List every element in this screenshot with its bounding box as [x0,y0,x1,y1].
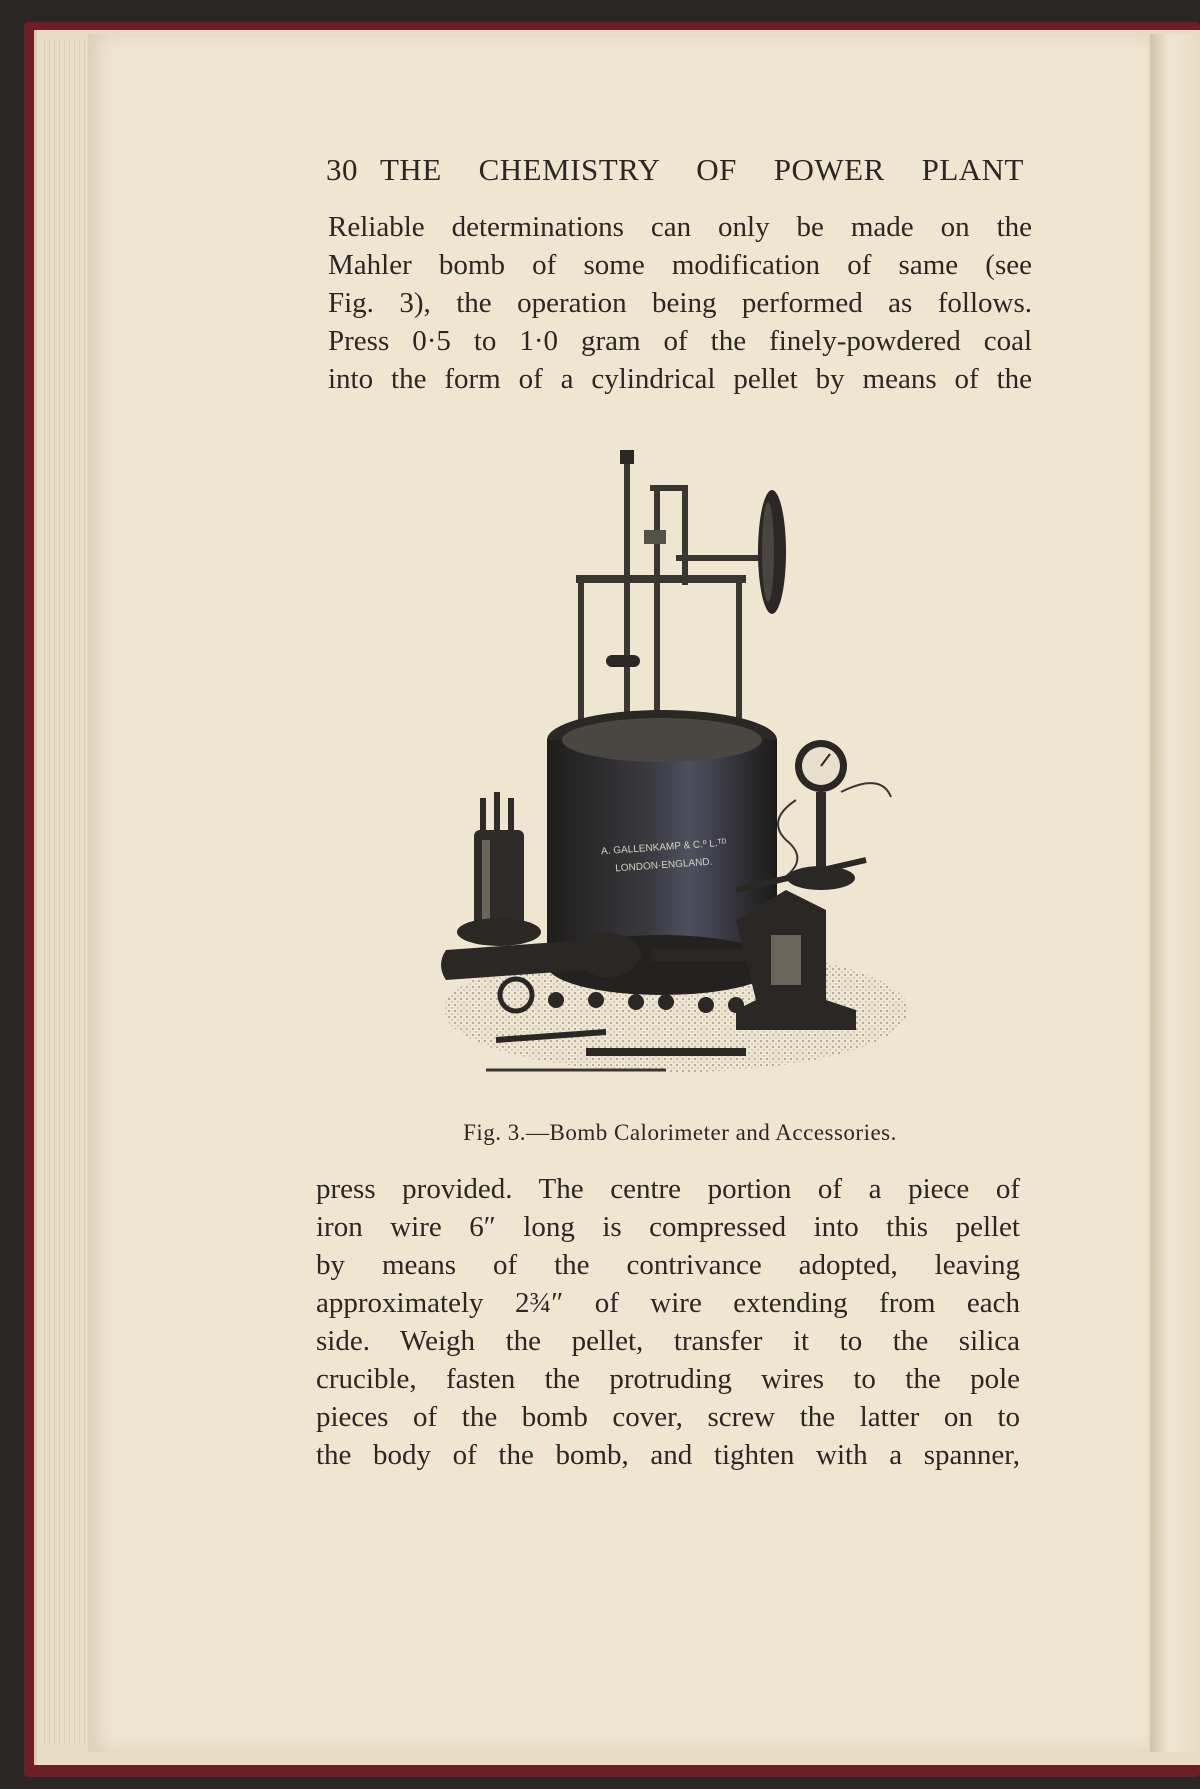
text-line: the body of the bomb, and tighten with a spanner, [316,1439,1020,1471]
running-head-title: THE CHEMISTRY OF POWER PLANT [380,152,1024,187]
text-line: approximately 2¾″ of wire extending from each [316,1287,1020,1319]
text-line: crucible, fasten the protruding wires to the pole [316,1363,1020,1395]
text-line: Fig. 3), the operation being performed as follows. [328,287,1032,319]
text-line: press provided. The centre portion of a piece of [316,1173,1020,1205]
text-line: Mahler bomb of some modification of same (see [328,249,1032,281]
text-line: Press 0·5 to 1·0 gram of the finely-powdered coal [328,325,1032,357]
page-number: 30 [326,152,358,187]
figure-caption: Fig. 3.—Bomb Calorimeter and Accessories. [463,1120,897,1145]
text-line: iron wire 6″ long is compressed into this pellet [316,1211,1020,1243]
text-line: Reliable determinations can only be made on the [328,211,1032,243]
facing-page-edge [1150,34,1200,1752]
text-line: pieces of the bomb cover, screw the latter on to [316,1401,1020,1433]
thermometer-rod [624,450,630,750]
running-header [326,152,1024,188]
maker-engraving-2: LONDON·ENGLAND. [614,856,713,875]
page-edges [40,40,90,1745]
text-line: into the form of a cylindrical pellet by means of the [328,363,1032,395]
paragraph-top [328,208,1032,398]
text-line: by means of the contrivance adopted, leaving [316,1249,1020,1281]
frame-top-bar [576,575,746,583]
paragraph-bottom [316,1170,1020,1474]
bomb-calorimeter-illustration [436,440,910,1094]
bomb-vessel [474,830,524,930]
maker-engraving-1: A. GALLENKAMP & C.º L.ᵀᴰ [600,837,727,858]
text-line: side. Weigh the pellet, transfer it to the silica [316,1325,1020,1357]
